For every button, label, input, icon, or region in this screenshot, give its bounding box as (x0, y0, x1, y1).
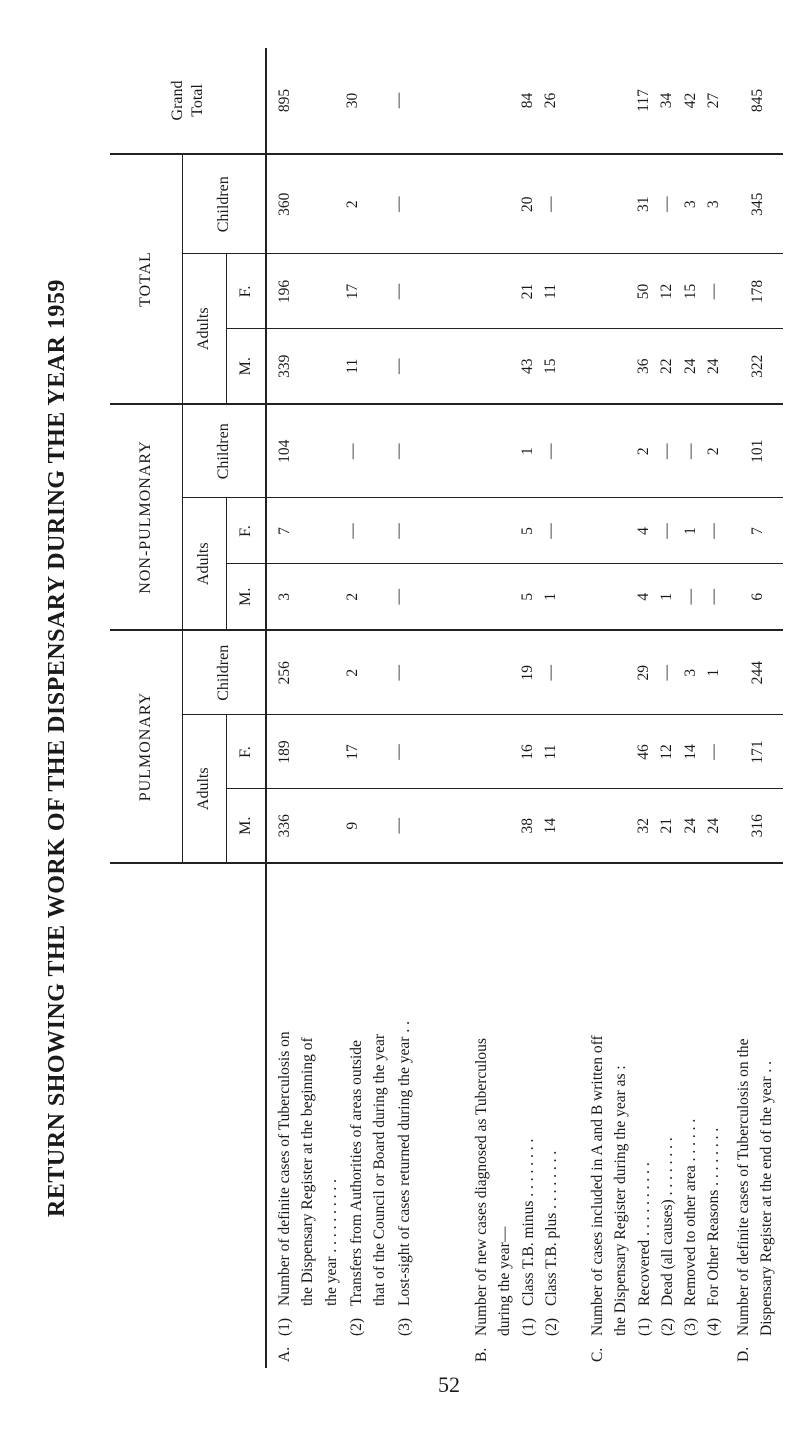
cell: — (704, 523, 722, 539)
item-c3-no: (3) (682, 1317, 699, 1336)
cell: — (390, 358, 407, 374)
cell: 32 (635, 818, 652, 834)
sec-c-col-pul-c (580, 630, 726, 715)
header-blank (110, 863, 266, 1368)
cell: 24 (681, 358, 699, 374)
sec-d-col-tot-m: 322 (726, 329, 783, 404)
cell: 117 (635, 89, 652, 112)
sec-a-col-tot-c (266, 154, 464, 254)
cell: 104 (276, 439, 293, 463)
sec-d-col-pul-m: 316 (726, 789, 783, 863)
sec-c-col-pul-f (580, 715, 726, 789)
cell: 34 (658, 92, 676, 109)
header-pulmonary: PULMONARY (110, 630, 182, 863)
section-c-label (580, 863, 726, 1368)
cell: 50 (635, 283, 652, 300)
sec-b-col-tot-c (464, 154, 580, 254)
item-a1-no: (1) (276, 1317, 293, 1336)
cell: 339 (276, 354, 293, 378)
cell: — (344, 523, 361, 539)
cell: 84 (519, 92, 536, 109)
cell: — (658, 196, 676, 212)
item-a3-no: (3) (396, 1317, 414, 1336)
cell: 24 (681, 818, 699, 834)
cell: 21 (658, 818, 676, 834)
cell: 17 (344, 744, 361, 760)
cell: 336 (276, 814, 293, 838)
section-a-label (266, 863, 464, 1368)
cell: — (390, 283, 407, 300)
section-b-letter: B. (473, 1347, 490, 1362)
cell: — (390, 92, 407, 109)
cell: 14 (681, 744, 699, 760)
header-m-total: M. (226, 329, 266, 404)
cell: 7 (276, 527, 293, 535)
header-children-pulmonary: Children (182, 630, 266, 715)
sec-c-col-tot-c (580, 154, 726, 254)
cell: 36 (635, 358, 652, 374)
cell: 11 (542, 284, 560, 299)
section-a-letter: A. (276, 1346, 293, 1362)
sec-c-col-pul-m (580, 789, 726, 863)
sec-d-col-tot-c: 345 (726, 154, 783, 254)
header-m-pulmonary: M. (226, 789, 266, 863)
cell: — (542, 443, 560, 459)
cell: 2 (344, 592, 361, 601)
cell: 2 (635, 447, 652, 456)
sec-b-col-np-f (464, 498, 580, 564)
cell: 2 (344, 200, 361, 209)
sec-c-col-tot-f (580, 254, 726, 329)
cell: 5 (519, 527, 536, 535)
cell: 196 (276, 279, 293, 304)
cell: 256 (276, 661, 293, 685)
sec-a-col-pul-m (266, 789, 464, 863)
item-a2-no: (2) (347, 1317, 365, 1336)
cell: — (681, 443, 699, 459)
sec-c-col-np-c (580, 404, 726, 498)
cell: 12 (658, 744, 676, 760)
cell: 16 (519, 744, 536, 760)
section-b-label (464, 863, 580, 1368)
grand-total-line-1: Grand (169, 80, 187, 121)
cell: 19 (519, 665, 536, 681)
cell: — (390, 196, 407, 212)
cell: 31 (635, 196, 652, 212)
cell: — (704, 283, 722, 300)
sec-a-col-tot-m (266, 329, 464, 404)
cell: 14 (542, 818, 560, 834)
header-total: TOTAL (110, 154, 182, 404)
cell: 3 (704, 200, 722, 209)
cell: 11 (542, 744, 560, 760)
section-d-label (726, 863, 783, 1368)
cell: — (658, 443, 676, 459)
section-c-row (580, 48, 726, 1368)
cell: — (344, 443, 361, 459)
section-a-row (266, 48, 464, 1368)
header-f-pulmonary: F. (226, 715, 266, 789)
cell: 29 (635, 665, 652, 681)
dispensary-return-table (110, 48, 783, 1368)
cell: 3 (681, 668, 699, 677)
sec-c-col-grand (580, 48, 726, 154)
sec-c-col-tot-m (580, 329, 726, 404)
cell: 20 (519, 196, 536, 212)
cell: — (542, 196, 560, 212)
sec-d-col-np-c: 101 (726, 404, 783, 498)
cell: 30 (344, 92, 361, 109)
header-adults-total: Adults (182, 254, 226, 404)
grand-total-line-2: Total (188, 84, 206, 117)
item-a1-line-1: Number of definite cases of Tuberculosis on (276, 1031, 293, 1306)
item-c2-line-1: Dead (all causes) . . . . . . . . (658, 1137, 676, 1306)
cell: 38 (519, 818, 536, 834)
sec-d-col-np-m: 6 (726, 564, 783, 630)
item-c4-line-1: For Other Reasons . . . . . . . . (705, 1127, 723, 1306)
cell: — (390, 523, 407, 539)
cell: — (704, 589, 722, 605)
sec-b-col-tot-m (464, 329, 580, 404)
item-c3-line-1: Removed to other area . . . . . . (682, 1118, 699, 1306)
cell: — (658, 523, 676, 539)
cell: — (390, 665, 407, 681)
cell: 5 (519, 592, 536, 601)
section-d-letter: D. (735, 1346, 752, 1362)
sec-d-col-pul-c: 244 (726, 630, 783, 715)
item-c1-no: (1) (635, 1317, 653, 1336)
item-c1-line-1: Recovered . . . . . . . . . . (635, 1162, 653, 1306)
header-grand-total (110, 48, 266, 154)
item-a2-line-2: that of the Council or Board during the year (371, 1033, 388, 1306)
cell: 1 (658, 592, 676, 601)
cell: 1 (681, 527, 699, 535)
sec-a-col-pul-f (266, 715, 464, 789)
sec-c-col-np-m (580, 564, 726, 630)
cell: 2 (344, 668, 361, 677)
item-b1-line-1: Class T.B. minus . . . . . . . . (519, 1138, 537, 1306)
cell: — (681, 589, 699, 605)
cell: 11 (344, 358, 361, 374)
sec-a-col-np-f (266, 498, 464, 564)
cell: 15 (542, 358, 560, 374)
sec-a-col-tot-f (266, 254, 464, 329)
cell: 24 (704, 358, 722, 374)
cell: 24 (704, 818, 722, 834)
sec-a-col-np-c (266, 404, 464, 498)
sec-b-col-np-m (464, 564, 580, 630)
section-c-letter: C. (589, 1347, 606, 1362)
cell: 1 (704, 668, 722, 677)
header-f-non-pulmonary: F. (226, 498, 266, 564)
header-m-non-pulmonary: M. (226, 564, 266, 630)
header-adults-non-pulmonary: Adults (182, 498, 226, 630)
cell: — (658, 665, 676, 681)
section-d-line-2: Dispensary Register at the end of the year . . (758, 1060, 776, 1336)
item-a2-line-1: Transfers from Authorities of areas outside (347, 1040, 365, 1306)
cell: 9 (344, 821, 361, 830)
section-b-row (464, 48, 580, 1368)
cell: 3 (276, 592, 293, 601)
cell: 895 (276, 88, 293, 113)
cell: 27 (704, 92, 722, 109)
cell: 1 (519, 447, 536, 456)
sec-d-col-tot-f: 178 (726, 254, 783, 329)
cell: 12 (658, 283, 676, 300)
section-d-line-1: Number of definite cases of Tuberculosis on the (735, 1038, 752, 1336)
cell: — (390, 443, 407, 459)
cell: 1 (542, 592, 560, 601)
sec-a-col-np-m (266, 564, 464, 630)
rotated-page (44, 48, 776, 1368)
cell: 189 (276, 740, 293, 764)
cell: — (542, 665, 560, 681)
sec-b-col-pul-f (464, 715, 580, 789)
item-b2-line-1: Class T.B. plus . . . . . . . . (542, 1150, 560, 1306)
sec-d-col-np-f: 7 (726, 498, 783, 564)
cell: 4 (635, 527, 652, 535)
section-c-heading-2: the Dispensary Register during the year as : (612, 1065, 630, 1336)
sec-b-col-tot-f (464, 254, 580, 329)
cell: 43 (519, 358, 536, 374)
sec-b-col-pul-m (464, 789, 580, 863)
header-non-pulmonary: NON-PULMONARY (110, 404, 182, 630)
cell: — (390, 744, 407, 760)
sec-b-col-np-c (464, 404, 580, 498)
cell: 2 (704, 447, 722, 456)
item-a3-line-1: Lost-sight of cases returned during the year . . (396, 1021, 414, 1306)
cell: — (390, 589, 407, 605)
item-a1-line-3: the year . . . . . . . . . . (322, 1179, 340, 1306)
header-children-total: Children (182, 154, 266, 254)
cell: 46 (635, 744, 652, 760)
page-number: 52 (438, 1372, 460, 1397)
cell: 17 (344, 283, 361, 300)
cell: — (542, 523, 560, 539)
cell: 3 (681, 200, 699, 209)
section-c-heading-1: Number of cases included in A and B written off (589, 1035, 606, 1336)
item-b2-no: (2) (542, 1317, 560, 1336)
item-c4-no: (4) (705, 1317, 723, 1336)
sec-b-col-pul-c (464, 630, 580, 715)
sec-a-col-pul-c (266, 630, 464, 715)
page-title: RETURN SHOWING THE WORK OF THE DISPENSARY DURING THE YEAR 1959 (44, 279, 70, 1217)
section-b-heading-1: Number of new cases diagnosed as Tuberculous (473, 1038, 490, 1336)
section-b-heading-2: during the year— (496, 1226, 514, 1336)
sec-a-col-grand (266, 48, 464, 154)
cell: 360 (276, 192, 293, 216)
sec-d-col-grand: 845 (726, 48, 783, 154)
cell: 15 (681, 283, 699, 300)
cell: 22 (658, 358, 676, 374)
section-d-row (726, 48, 783, 1368)
item-a1-line-2: the Dispensary Register at the beginning of (299, 1037, 317, 1306)
header-f-total: F. (226, 254, 266, 329)
sec-b-col-grand (464, 48, 580, 154)
item-c2-no: (2) (658, 1317, 676, 1336)
header-children-non-pulmonary: Children (182, 404, 266, 498)
item-b1-no: (1) (519, 1317, 537, 1336)
cell: 4 (635, 592, 652, 601)
cell: 26 (542, 92, 560, 109)
cell: 21 (519, 283, 536, 300)
sec-c-col-np-f (580, 498, 726, 564)
cell: 42 (681, 92, 699, 109)
sec-d-col-pul-f: 171 (726, 715, 783, 789)
cell: — (704, 744, 722, 760)
cell: — (390, 818, 407, 834)
header-adults-pulmonary: Adults (182, 715, 226, 863)
